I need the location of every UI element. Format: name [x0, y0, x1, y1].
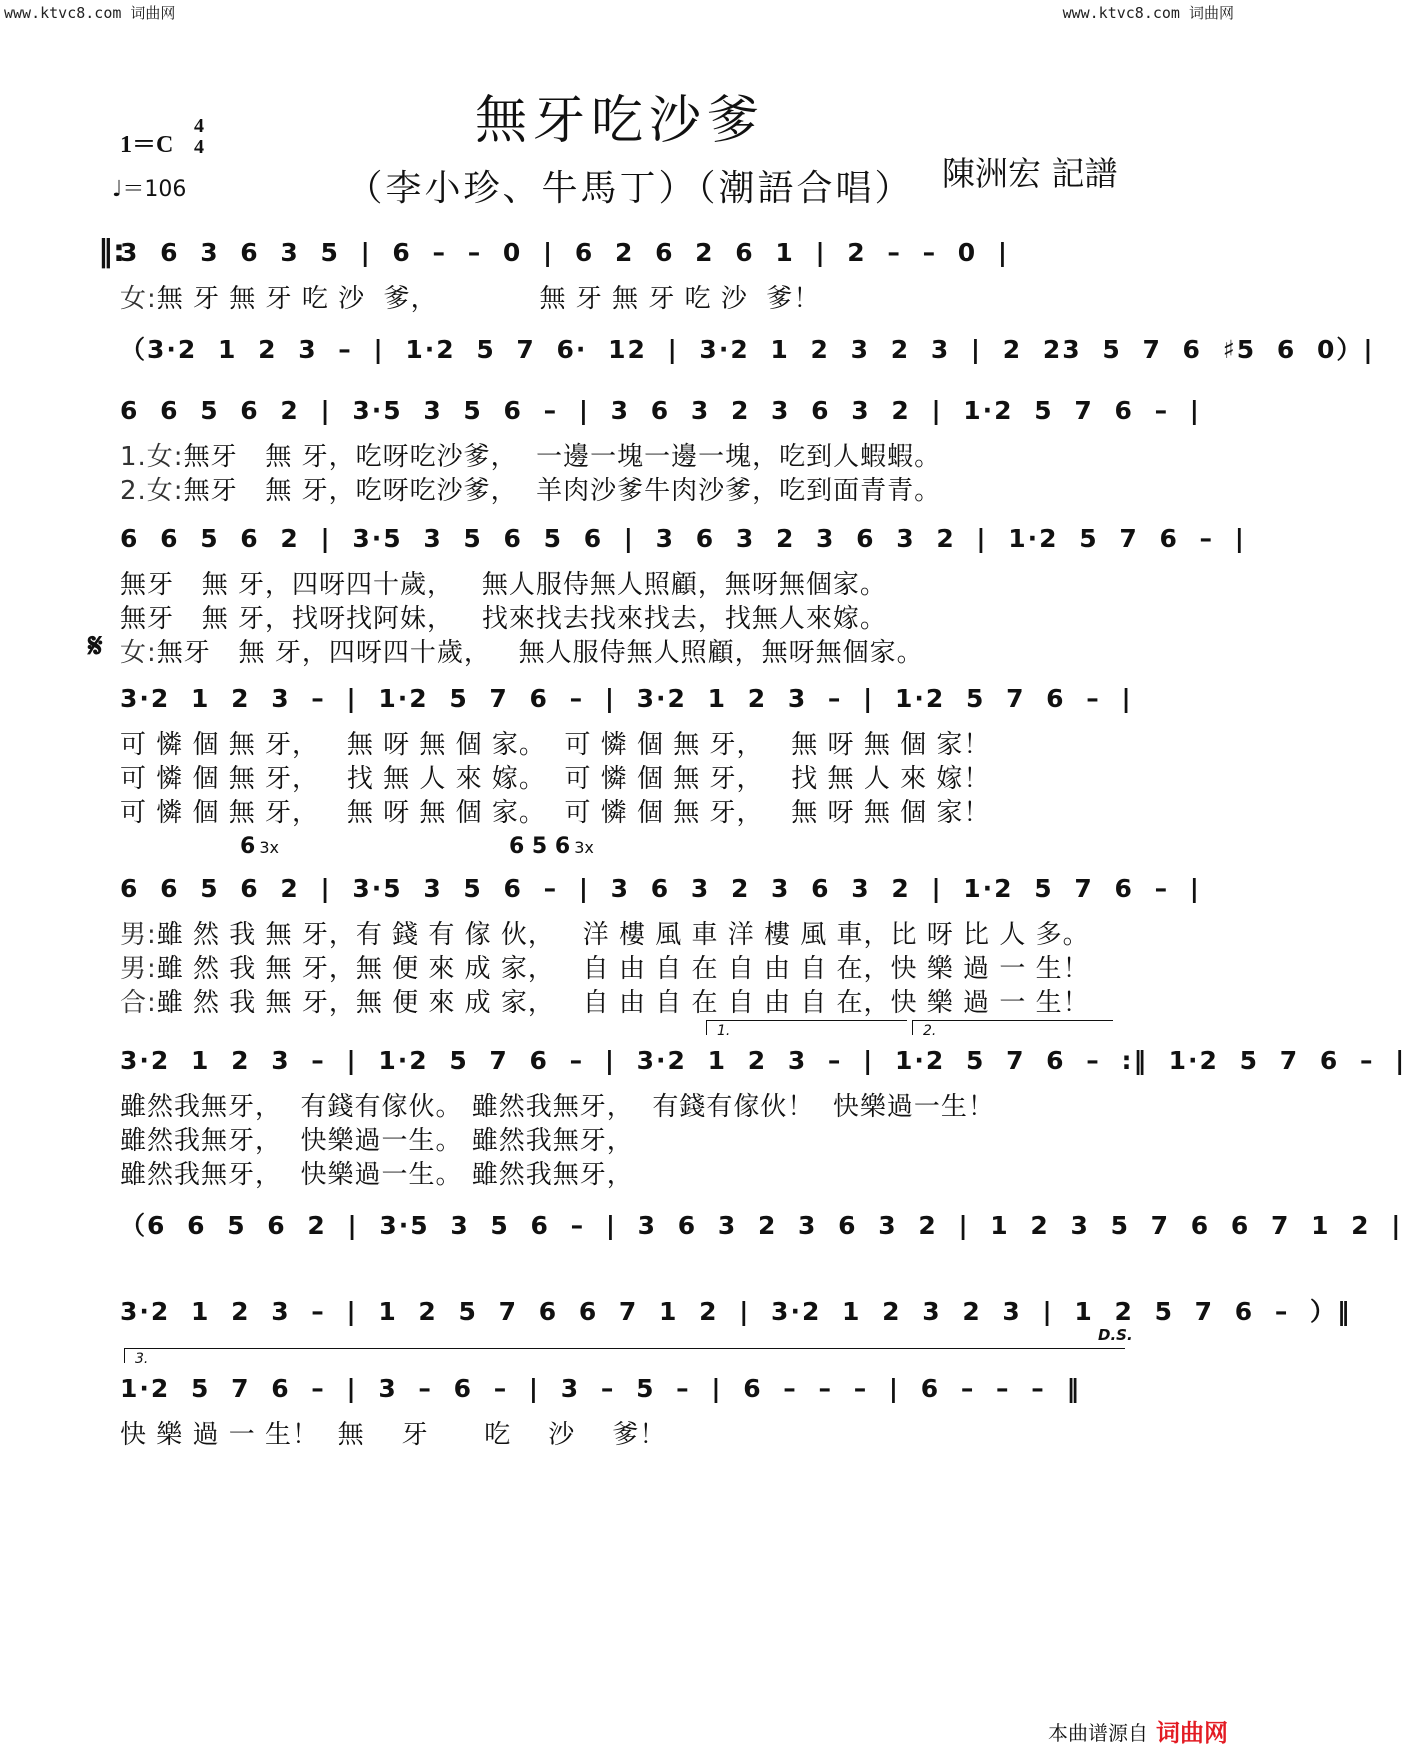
lyric-line: [120, 436, 941, 473]
notation-row: （6 6 5 6 2 | 3·5 3 5 6 – | 3 6 3 2 3 6 3 2 | 1 2 3 5 7 6 6 7 1 2 |: [120, 1211, 1403, 1240]
lyric-line: [120, 1120, 634, 1157]
repeat-start-sign: ‖:: [98, 234, 125, 269]
lyric-text: 可 憐 個 無 牙， 無 呀 無 個 家。 可 憐 個 無 牙， 無 呀 無 個 家！: [120, 798, 991, 828]
ossia-note: 6: [240, 834, 256, 859]
notation-row: 3·2 1 2 3 – | 1·2 5 7 6 – | 3·2 1 2 3 – | 1·2 5 7 6 – :‖ 1·2 5 7 6 – |: [120, 1046, 1406, 1075]
lyric-text: 無牙 無 牙，吃呀吃沙爹， 一邊一塊一邊一塊，吃到人蝦蝦。: [183, 442, 942, 472]
lyric-text: 快 樂 過 一 生！ 無 牙 吃 沙 爹！: [120, 1420, 667, 1450]
transcriber: 陳洲宏 記譜: [942, 154, 1118, 193]
key-signature: 1＝C: [120, 132, 174, 158]
lyric-text: 無 牙 無 牙 吃 沙 爹， 無 牙 無 牙 吃 沙 爹！: [156, 284, 821, 314]
site-watermark-right: www.ktvc8.com 词曲网: [1062, 4, 1234, 22]
lyric-text: 雖 然 我 無 牙，無 便 來 成 家， 自 由 自 在 自 由 自 在，快 樂 過 一 生！: [156, 954, 1090, 984]
lyric-text: 雖然我無牙， 快樂過一生。 雖然我無牙，: [120, 1160, 634, 1190]
notation-row: （3·2 1 2 3 – | 1·2 5 7 6· 12 | 3·2 1 2 3 2 3 | 2 23 5 7 6 ♯5 6 0）|: [120, 335, 1375, 364]
lyric-text: 無牙 無 牙，四呀四十歲， 無人服侍無人照顧，無呀無個家。: [156, 638, 924, 668]
ossia-repeat: 3x: [574, 838, 594, 857]
lyric-line: [120, 470, 941, 507]
tempo-marking: ♩＝106: [112, 177, 187, 202]
lyric-text: 雖 然 我 無 牙，有 錢 有 傢 伙， 洋 樓 風 車 洋 樓 風 車，比 呀 比 人 多。: [156, 920, 1090, 950]
lyric-line: [120, 758, 990, 795]
source-brand: 词曲网: [1156, 1719, 1228, 1747]
notation-row: 3 6 3 6 3 5 | 6 – – 0 | 6 2 6 2 6 1 | 2 – – 0 |: [120, 238, 1010, 267]
lyric-text: 可 憐 個 無 牙， 找 無 人 來 嫁。 可 憐 個 無 牙， 找 無 人 來 嫁！: [120, 764, 991, 794]
lyric-text: 無牙 無 牙，找呀找阿妹， 找來找去找來找去，找無人來嫁。: [120, 604, 887, 634]
volta-bracket: [912, 1020, 1113, 1039]
site-watermark-left: www.ktvc8.com 词曲网: [4, 4, 176, 22]
time-signature: [194, 116, 204, 158]
lyric-line: [120, 914, 1090, 951]
lyric-text: 可 憐 個 無 牙， 無 呀 無 個 家。 可 憐 個 無 牙， 無 呀 無 個 家！: [120, 730, 991, 760]
lyric-line: [120, 632, 924, 669]
notation-row: 6 6 5 6 2 | 3·5 3 5 6 – | 3 6 3 2 3 6 3 2 | 1·2 5 7 6 – |: [120, 874, 1201, 903]
notation-row: 6 6 5 6 2 | 3·5 3 5 6 – | 3 6 3 2 3 6 3 2 | 1·2 5 7 6 – |: [120, 396, 1201, 425]
notation-row: 6 6 5 6 2 | 3·5 3 5 6 5 6 | 3 6 3 2 3 6 3 2 | 1·2 5 7 6 – |: [120, 524, 1246, 553]
volta-bracket: [124, 1348, 1125, 1367]
meter-bottom: 4: [194, 136, 204, 158]
singer-label: 男:: [120, 920, 157, 950]
lyric-text: 無牙 無 牙，四呀四十歲， 無人服侍無人照顧，無呀無個家。: [120, 570, 887, 600]
lyric-line: [120, 598, 887, 635]
ossia-notes: [240, 834, 594, 859]
lyric-line: [120, 278, 820, 315]
singer-label: 女:: [120, 638, 157, 668]
notation-row: 1·2 5 7 6 – | 3 – 6 – | 3 – 5 – | 6 – – – | 6 – – – ‖: [120, 1374, 1081, 1403]
volta-number: 3.: [135, 1351, 149, 1367]
volta-number: 2.: [923, 1023, 937, 1039]
lyric-text: 雖 然 我 無 牙，無 便 來 成 家， 自 由 自 在 自 由 自 在，快 樂 過 一 生！: [156, 988, 1090, 1018]
song-subtitle: （李小珍、牛馬丁）（潮語合唱）: [346, 168, 914, 209]
volta-number: 1.: [717, 1023, 731, 1039]
lyric-text: 雖然我無牙， 快樂過一生。 雖然我無牙，: [120, 1126, 634, 1156]
lyric-line: [120, 1414, 666, 1451]
ossia-repeat: 3x: [259, 838, 279, 857]
lyric-text: 無牙 無 牙，吃呀吃沙爹， 羊肉沙爹牛肉沙爹，吃到面青青。: [183, 476, 942, 506]
lyric-text: 雖然我無牙， 有錢有傢伙。 雖然我無牙， 有錢有傢伙！ 快樂過一生！: [120, 1092, 995, 1122]
singer-label: 2.女:: [120, 476, 184, 506]
lyric-line: [120, 1154, 634, 1191]
ossia-note: 6 5 6: [508, 834, 571, 859]
dal-segno: D.S.: [1098, 1326, 1133, 1344]
meter-top: 4: [194, 115, 204, 137]
notation-row: 3·2 1 2 3 – | 1·2 5 7 6 – | 3·2 1 2 3 – | 1·2 5 7 6 – |: [120, 684, 1133, 713]
lyric-line: [120, 948, 1090, 985]
singer-label: 1.女:: [120, 442, 184, 472]
singer-label: 男:: [120, 954, 157, 984]
song-title: 無牙吃沙爹: [474, 91, 765, 151]
lyric-line: [120, 792, 990, 829]
notation-row: 3·2 1 2 3 – | 1 2 5 7 6 6 7 1 2 | 3·2 1 2 3 2 3 | 1 2 5 7 6 – ）‖: [120, 1297, 1352, 1326]
source-credit: 本曲谱源自: [1048, 1721, 1148, 1745]
lyric-line: [120, 724, 990, 761]
singer-label: 合:: [120, 988, 157, 1018]
volta-bracket: [706, 1020, 907, 1039]
lyric-line: [120, 982, 1090, 1019]
segno-sign: 𝄋: [88, 626, 103, 666]
lyric-line: [120, 564, 887, 601]
lyric-line: [120, 1086, 995, 1123]
singer-label: 女:: [120, 284, 157, 314]
